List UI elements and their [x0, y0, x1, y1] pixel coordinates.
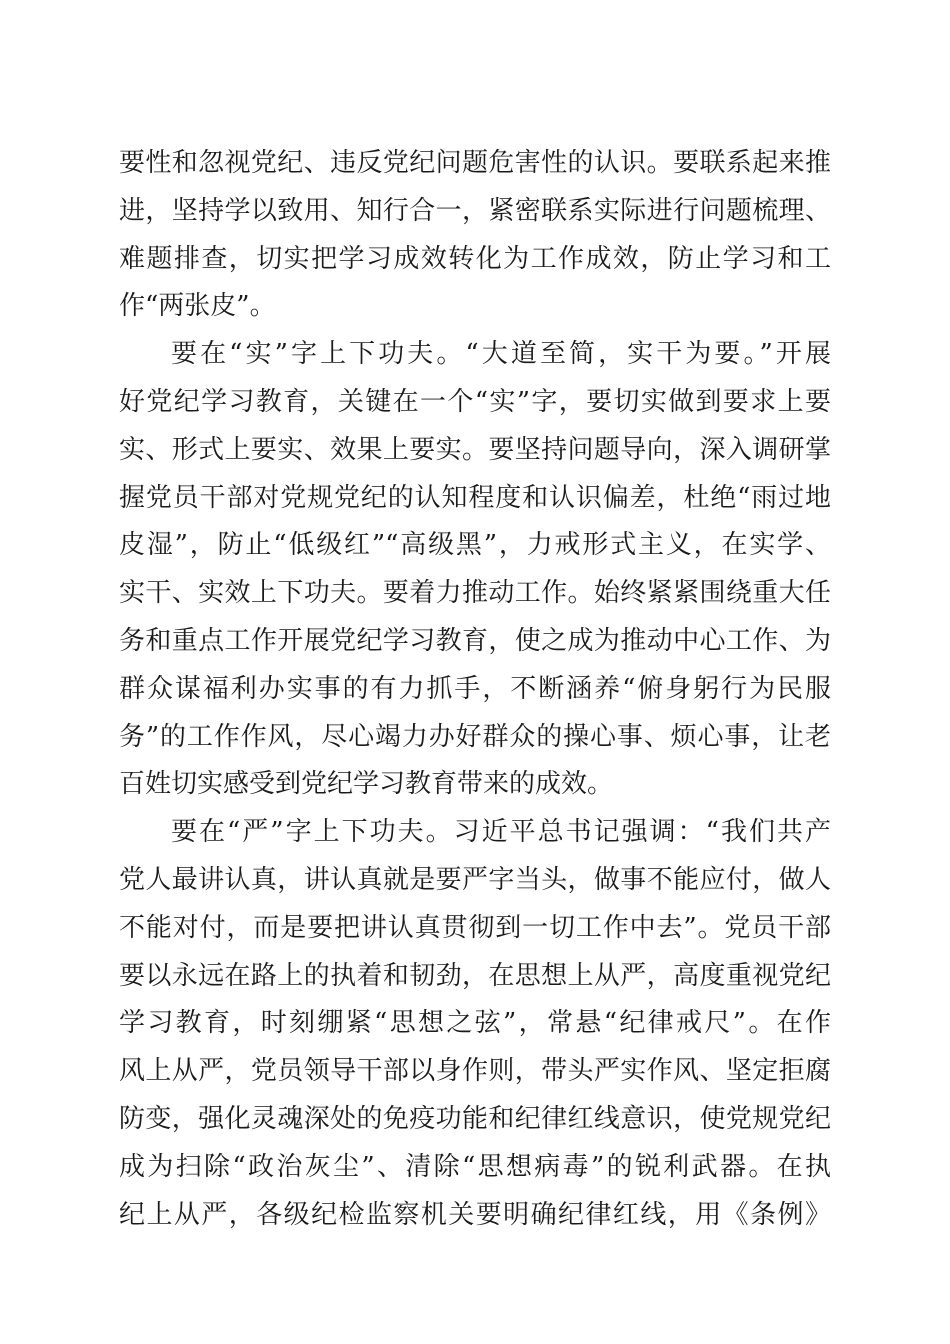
paragraph-yan [119, 809, 831, 1239]
text-line: 实、形式上要实、效果上要实。要坚持问题导向，深入调研掌 [119, 434, 831, 465]
text-line: 防变，强化灵魂深处的免疫功能和纪律红线意识，使党规党纪 [119, 1103, 831, 1134]
body-text [119, 140, 831, 1239]
text-line: 作“两张皮”。 [119, 291, 276, 322]
text-line: 要在“实”字上下功夫。“大道至简，实干为要。”开展 [171, 339, 831, 370]
text-line: 风上从严，党员领导干部以身作则，带头严实作风、坚定拒腐 [119, 1056, 831, 1087]
text-line: 群众谋福利办实事的有力抓手，不断涵养“俯身躬行为民服 [119, 673, 831, 704]
text-line: 好党纪学习教育，关键在一个“实”字，要切实做到要求上要 [119, 386, 831, 417]
text-line: 握党员干部对党规党纪的认知程度和认识偏差，杜绝“雨过地 [119, 482, 831, 513]
text-line: 难题排查，切实把学习成效转化为工作成效，防止学习和工 [119, 243, 831, 274]
text-line: 百姓切实感受到党纪学习教育带来的成效。 [119, 769, 614, 800]
text-line: 皮湿”，防止“低级红”“高级黑”，力戒形式主义，在实学、 [119, 530, 831, 561]
text-line: 实干、实效上下功夫。要着力推动工作。始终紧紧围绕重大任 [119, 578, 831, 609]
text-line: 不能对付，而是要把讲认真贯彻到一切工作中去”。党员干部 [119, 912, 831, 943]
text-line: 要以永远在路上的执着和韧劲，在思想上从严，高度重视党纪 [119, 960, 831, 991]
paragraph-shi [119, 331, 831, 809]
text-line: 党人最讲认真，讲认真就是要严字当头，做事不能应付，做人 [119, 864, 831, 895]
text-line: 要在“严”字上下功夫。习近平总书记强调：“我们共产 [171, 817, 831, 848]
text-line: 进，坚持学以致用、知行合一，紧密联系实际进行问题梳理、 [119, 195, 831, 226]
paragraph-continuation [119, 140, 831, 331]
text-line: 成为扫除“政治灰尘”、清除“思想病毒”的锐利武器。在执 [119, 1151, 831, 1182]
text-line: 要性和忽视党纪、违反党纪问题危害性的认识。要联系起来推 [119, 148, 831, 178]
text-line: 学习教育，时刻绷紧“思想之弦”，常悬“纪律戒尺”。在作 [119, 1008, 831, 1039]
text-line: 务”的工作作风，尽心竭力办好群众的操心事、烦心事，让老 [119, 721, 831, 752]
text-line: 务和重点工作开展党纪学习教育，使之成为推动中心工作、为 [119, 625, 831, 656]
text-line: 纪上从严，各级纪检监察机关要明确纪律红线，用《条例》 [119, 1199, 831, 1230]
